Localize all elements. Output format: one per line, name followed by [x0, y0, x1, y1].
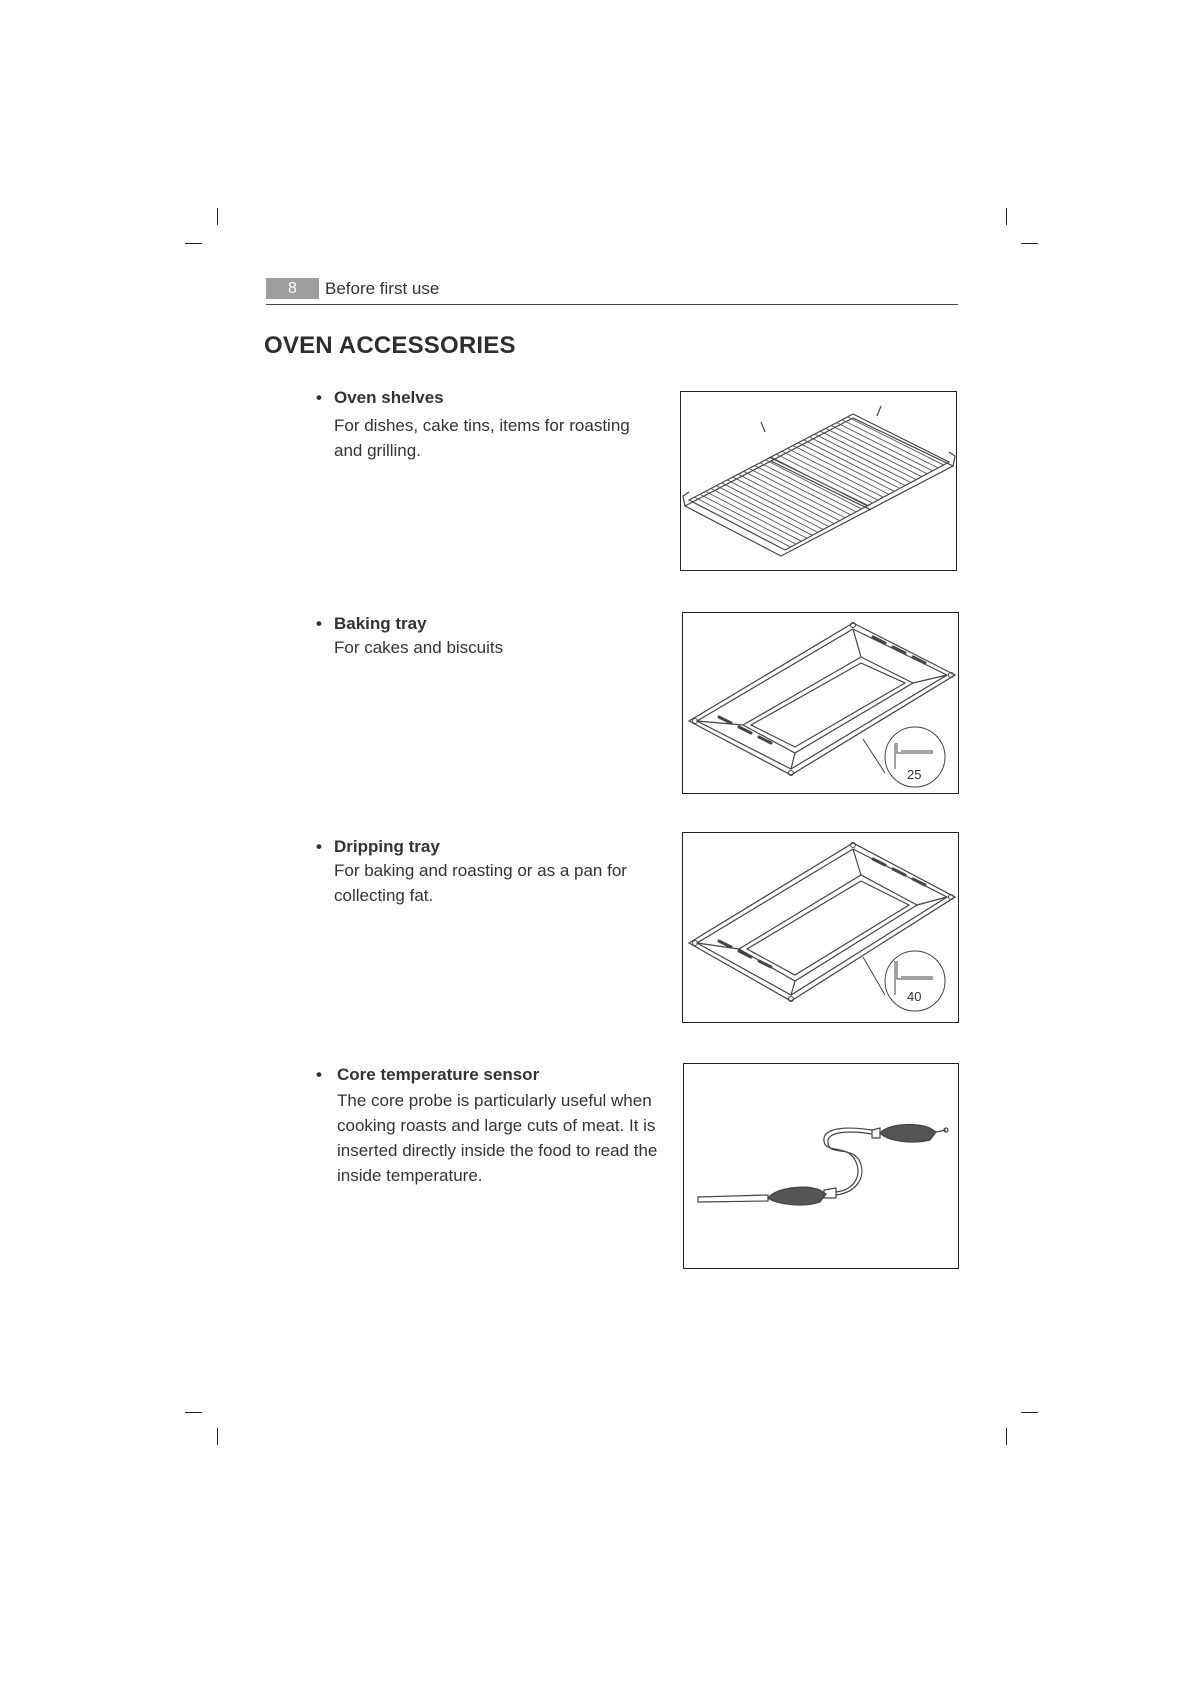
page-header: [266, 278, 958, 305]
crop-mark: [1021, 243, 1038, 244]
accessory-item-core-temperature-sensor: [316, 1064, 662, 1188]
crop-mark: [1006, 1428, 1007, 1445]
accessory-item-oven-shelves: [316, 387, 662, 463]
item-description: For dishes, cake tins, items for roasting and grilling.: [334, 416, 630, 460]
baking-tray-illustration: [682, 612, 959, 794]
accessory-item-dripping-tray: [316, 836, 662, 908]
crop-mark: [185, 243, 202, 244]
bullet: •: [316, 837, 322, 856]
dripping-tray-illustration: [682, 832, 959, 1023]
crop-mark: [217, 1428, 218, 1445]
bullet: •: [316, 614, 322, 633]
page-title: OVEN ACCESSORIES: [264, 332, 516, 359]
crop-mark: [1021, 1412, 1038, 1413]
crop-mark: [1006, 208, 1007, 225]
depth-label: 40: [907, 989, 922, 1004]
page-number: 8: [266, 278, 319, 299]
core-probe-illustration: [683, 1063, 959, 1269]
item-description: For baking and roasting or as a pan for collecting fat.: [334, 861, 627, 905]
oven-shelf-illustration: [680, 391, 957, 571]
item-title: • Baking tray: [316, 614, 427, 633]
depth-label: 25: [907, 767, 922, 782]
item-title: • Core temperature sensor: [316, 1065, 540, 1084]
bullet: •: [316, 1065, 322, 1084]
bullet: •: [316, 388, 322, 407]
crop-mark: [217, 208, 218, 225]
crop-mark: [185, 1412, 202, 1413]
item-description: The core probe is particularly useful when cooking roasts and large cuts of meat. It is inserted directly inside the food to read the inside temperature.: [337, 1091, 658, 1185]
item-title: • Dripping tray: [316, 837, 440, 856]
item-description: For cakes and biscuits: [334, 638, 504, 657]
accessory-item-baking-tray: [316, 613, 662, 660]
item-title: • Oven shelves: [316, 388, 444, 407]
section-name: Before first use: [325, 279, 440, 298]
